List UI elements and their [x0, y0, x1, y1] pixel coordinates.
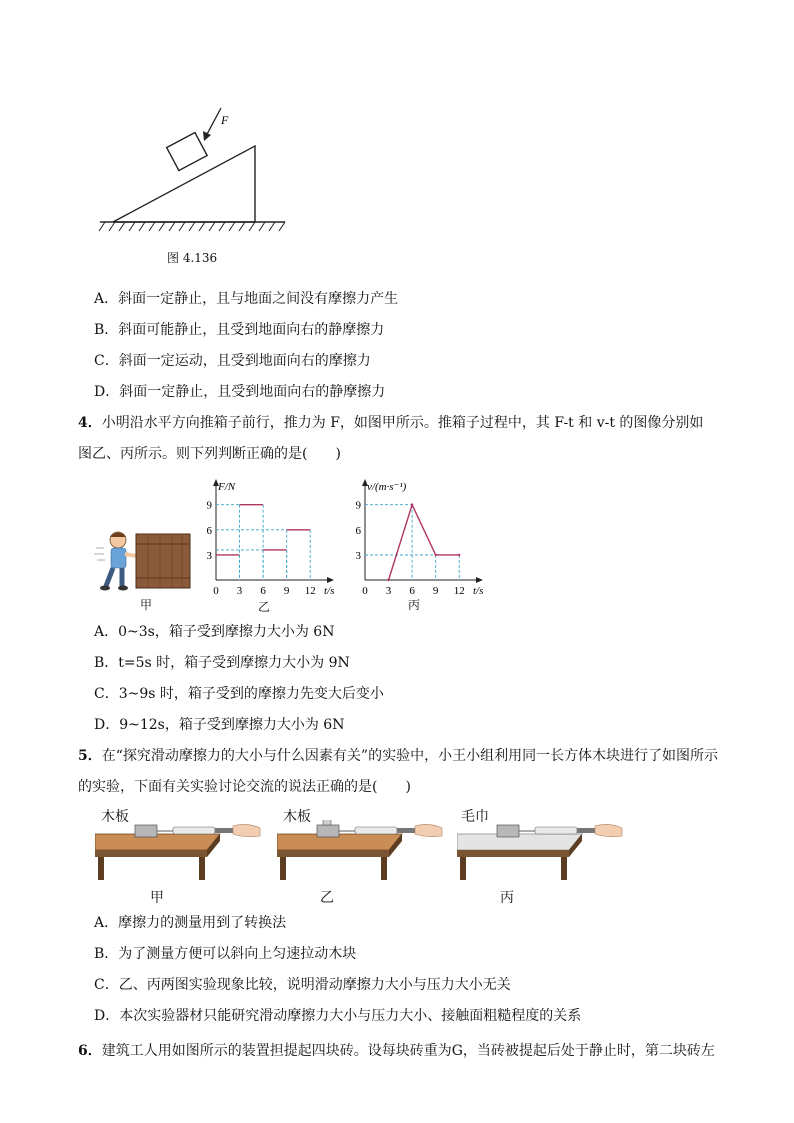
force-label: F [221, 113, 229, 127]
q5-stem-text: 在“探究滑动摩擦力的大小与什么因素有关”的实验中，小王小组利用同一长方体木块进行了如图所示 [101, 748, 719, 764]
data-point [387, 579, 389, 581]
x-tick-label: 3 [385, 585, 392, 597]
q3-option-c: C．斜面一定运动，且受到地面向右的摩擦力 [94, 353, 371, 369]
x-axis-arrow [476, 577, 483, 583]
x-tick-label: 9 [283, 585, 290, 597]
spring-scale-icon [173, 827, 233, 834]
y-tick-label: 9 [206, 499, 212, 512]
wood-block [497, 825, 519, 837]
q5-stem-line1 [78, 746, 718, 766]
y-axis-label: v/(m·s⁻¹) [367, 481, 407, 493]
v-t-chart [345, 478, 495, 598]
q4-stem-line2: 图乙、丙所示。则下列判断正确的是( ) [78, 446, 341, 462]
q5-option-a: A．摩擦力的测量用到了转换法 [94, 915, 287, 931]
data-point [434, 554, 436, 556]
x-tick-label: 9 [432, 585, 439, 597]
x-tick-label: 0 [362, 585, 368, 597]
data-point [411, 504, 413, 506]
fig-bing-caption: 丙 [408, 598, 421, 612]
x-tick-label: 6 [260, 585, 266, 597]
q4-stem-text: 小明沿水平方向推箱子前行，推力为 F，如图甲所示。推箱子过程中，其 F-t 和 v-t 的图像分别如 [101, 415, 704, 431]
figure-caption-4136: 图 4.136 [167, 251, 218, 265]
panel-caption-yi: 乙 [320, 890, 334, 906]
wood-block [317, 825, 339, 837]
hand-icon [415, 824, 442, 836]
table-leg [561, 857, 567, 880]
table-leg [460, 857, 466, 880]
q6-stem-text: 建筑工人用如图所示的装置担提起四块砖。设每块砖重为G，当砖被提起后处于静止时，第二块砖左 [101, 1043, 715, 1059]
surface-label-yi: 木板 [283, 809, 311, 825]
x-tick-label: 12 [453, 585, 465, 597]
q4-option-b: B．t=5s 时，箱子受到摩擦力大小为 9N [94, 655, 350, 671]
experiment-panel-yi [277, 806, 447, 881]
surface-label-bing: 毛巾 [461, 809, 489, 825]
table-top [277, 834, 402, 850]
q6-stem-line1 [78, 1041, 715, 1061]
spring-scale-icon [535, 827, 595, 834]
speed-lines-icon [94, 548, 105, 560]
y-tick-label: 9 [355, 499, 361, 512]
f-t-chart [196, 478, 346, 598]
q5-stem-line2: 的实验，下面有关实验讨论交流的说法正确的是( ) [78, 779, 411, 795]
x-axis-label: t/s [324, 585, 335, 597]
hand-icon [233, 824, 260, 836]
q3-option-d: D．斜面一定静止，且受到地面向右的静摩擦力 [94, 384, 386, 400]
wooden-box-icon [136, 534, 190, 588]
x-axis-label: t/s [473, 585, 484, 597]
table-top [95, 834, 220, 850]
q3-option-b: B．斜面可能静止，且受到地面向右的静摩擦力 [94, 322, 385, 338]
table-leg [381, 857, 387, 880]
q5-option-d: D．本次实验器材只能研究滑动摩擦力大小与压力大小、接触面粗糙程度的关系 [94, 1008, 582, 1024]
q4-number: 4． [78, 415, 102, 431]
y-tick-label: 3 [355, 549, 361, 562]
data-point [458, 554, 460, 556]
table-front [95, 850, 207, 857]
x-tick-label: 3 [236, 585, 243, 597]
force-arrow-head [203, 131, 211, 141]
panel-caption-bing: 丙 [500, 890, 514, 906]
y-tick-label: 6 [355, 524, 361, 537]
q5-number: 5． [78, 748, 102, 764]
wood-block [135, 825, 157, 837]
q4-option-c: C．3~9s 时，箱子受到的摩擦力先变大后变小 [94, 686, 384, 702]
towel-surface [457, 834, 582, 850]
force-arrow [206, 108, 221, 136]
panel-caption-jia: 甲 [150, 890, 164, 906]
experiment-panel-bing [457, 806, 627, 881]
fig-yi-caption: 乙 [258, 600, 271, 614]
data-line [389, 505, 460, 580]
incline-figure [95, 100, 295, 240]
table-front [277, 850, 389, 857]
boy-pushing-box-figure [92, 528, 196, 596]
spring-scale-icon [355, 827, 415, 834]
y-tick-label: 6 [206, 524, 212, 537]
surface-label-jia: 木板 [101, 809, 129, 825]
table-front [457, 850, 569, 857]
experiment-panel-jia [95, 806, 265, 881]
table-leg [98, 857, 104, 880]
ground-hatching [99, 222, 285, 231]
table-leg [199, 857, 205, 880]
q6-number: 6． [78, 1043, 102, 1059]
q5-option-c: C．乙、丙两图实验现象比较，说明滑动摩擦力大小与压力大小无关 [94, 977, 511, 993]
y-tick-label: 3 [206, 549, 212, 562]
y-axis-label: F/N [218, 481, 236, 493]
table-leg [280, 857, 286, 880]
hand-icon [595, 824, 622, 836]
q4-stem-line1 [78, 413, 703, 433]
x-tick-label: 0 [213, 585, 219, 597]
x-axis-arrow [327, 577, 334, 583]
q4-option-d: D．9~12s，箱子受到摩擦力大小为 6N [94, 717, 345, 733]
q3-option-a: A．斜面一定静止，且与地面之间没有摩擦力产生 [94, 291, 399, 307]
fig-jia-caption: 甲 [140, 598, 153, 612]
x-tick-label: 6 [409, 585, 415, 597]
q5-option-b: B．为了测量方便可以斜向上匀速拉动木块 [94, 946, 357, 962]
x-tick-label: 12 [304, 585, 316, 597]
block [167, 133, 207, 171]
weight-icon [323, 820, 331, 825]
q4-option-a: A．0~3s，箱子受到摩擦力大小为 6N [94, 624, 335, 640]
boy-icon [100, 532, 136, 591]
